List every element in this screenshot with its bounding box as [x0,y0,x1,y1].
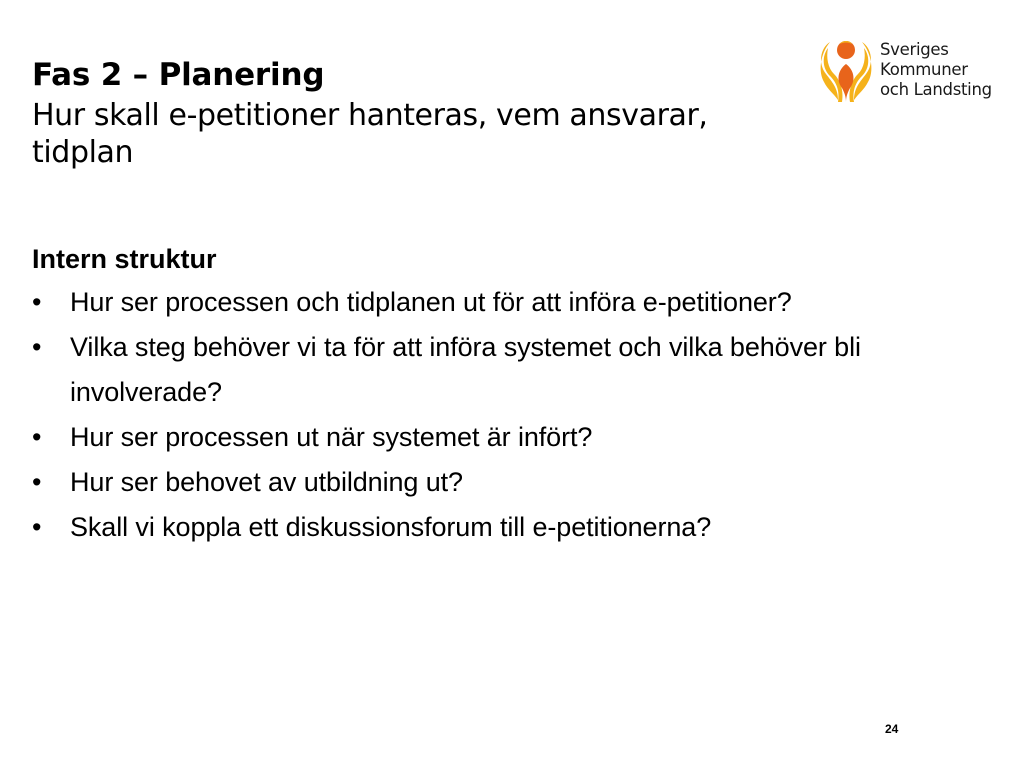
bullet-list [32,280,1012,550]
section-heading: Intern struktur [32,244,217,274]
slide-subtitle [32,97,832,171]
logo-text-line-2: Kommuner [880,60,968,79]
logo-text-line-3: och Landsting [880,80,992,99]
list-item-text: Hur ser behovet av utbildning ut? [70,467,463,497]
list-item-text: Hur ser processen ut när systemet är infört? [70,422,593,452]
bullet-marker: • [32,287,42,317]
list-item [32,460,1012,505]
bullet-marker: • [32,332,42,362]
bullet-marker: • [32,512,42,542]
list-item [32,325,940,415]
bullet-marker: • [32,467,42,497]
title-block [32,56,832,171]
list-item-text: Hur ser processen och tidplanen ut för att införa e-petitioner? [70,287,792,317]
logo-text-line-1: Sveriges [880,40,949,59]
page-number: 24 [885,722,899,736]
skl-flame-figure-icon [816,34,876,106]
list-item [32,415,1012,460]
list-item [32,505,1012,550]
list-item [32,280,1012,325]
bullet-marker: • [32,422,42,452]
list-item-text: Skall vi koppla ett diskussionsforum till e-petitionerna? [70,512,712,542]
logo-text [880,40,992,100]
list-item-text: Vilka steg behöver vi ta för att införa systemet och vilka behöver bli involverade? [70,332,861,407]
subtitle-line-1: Hur skall e-petitioner hanteras, vem ansvarar, [32,98,708,133]
slide-title: Fas 2 – Planering [32,57,325,93]
subtitle-line-2: tidplan [32,135,134,170]
slide-content [32,238,1012,550]
skl-logo [816,34,996,106]
